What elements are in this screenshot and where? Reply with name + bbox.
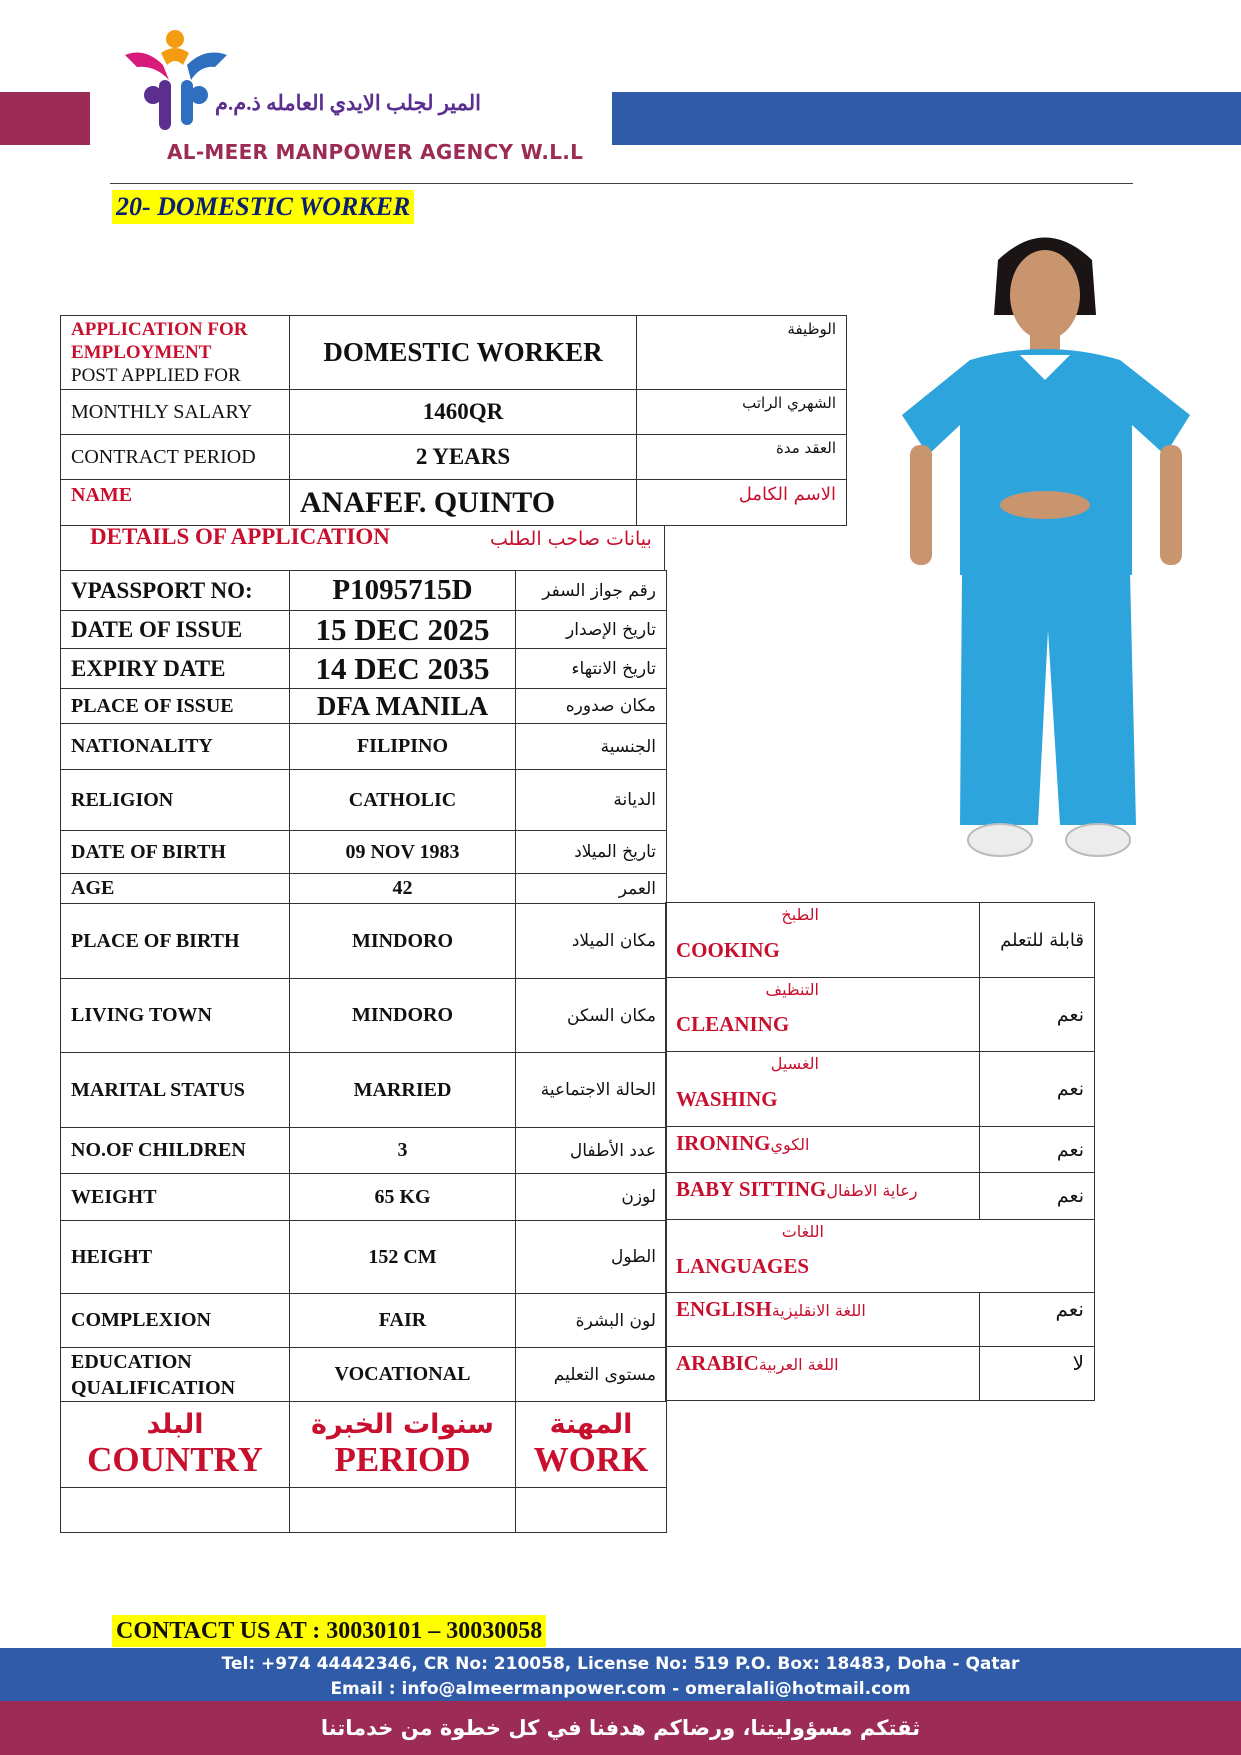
table-row (61, 689, 667, 724)
contract-label-ar: العقد مدة (637, 435, 847, 480)
detail-value: 42 (290, 874, 516, 904)
table-row (61, 390, 847, 435)
experience-work-en: WORK (533, 1440, 649, 1479)
detail-label: EXPIRY DATE (61, 649, 290, 689)
detail-value: 65 KG (290, 1174, 516, 1221)
table-row (61, 724, 667, 770)
skill-label: CLEANING (676, 1012, 790, 1036)
application-label: APPLICATION FOR EMPLOYMENT (71, 319, 248, 363)
language-answer: نعم (980, 1293, 1095, 1347)
post-value: DOMESTIC WORKER (290, 316, 637, 390)
language-label-ar: اللغة العربية (758, 1355, 839, 1374)
skill-cell (666, 1127, 980, 1173)
language-label-ar: اللغة الانقليزية (771, 1301, 866, 1320)
details-header-en: DETAILS OF APPLICATION (90, 524, 390, 549)
detail-label: DATE OF ISSUE (61, 611, 290, 649)
table-row (61, 316, 847, 390)
skill-cell (666, 903, 980, 978)
skill-cell (666, 978, 980, 1052)
name-label-ar: الاسم الكامل (637, 480, 847, 526)
skill-row (666, 1173, 1095, 1220)
skill-row (666, 1052, 1095, 1127)
detail-value: MINDORO (290, 904, 516, 979)
detail-label: PLACE OF ISSUE (61, 689, 290, 724)
table-row (61, 904, 667, 979)
experience-empty-row (61, 1488, 667, 1533)
detail-label-ar: مستوى التعليم (516, 1348, 667, 1402)
salary-label: MONTHLY SALARY (61, 390, 290, 435)
detail-value: FAIR (290, 1294, 516, 1348)
detail-label-ar: الجنسية (516, 724, 667, 770)
experience-country-cell (61, 1488, 290, 1533)
experience-country-en: COUNTRY (87, 1440, 263, 1479)
detail-label: LIVING TOWN (61, 979, 290, 1053)
name-value: ANAFEF. QUINTO (290, 480, 637, 526)
details-header-ar: بيانات صاحب الطلب (490, 528, 652, 550)
salary-label-ar: الشهري الراتب (637, 390, 847, 435)
table-row (61, 435, 847, 480)
detail-label: MARITAL STATUS (61, 1053, 290, 1128)
detail-label-ar: عدد الأطفال (516, 1128, 667, 1174)
experience-work-header (516, 1402, 667, 1488)
details-table (60, 570, 667, 1533)
detail-label-ar: تاريخ الانتهاء (516, 649, 667, 689)
skill-label: IRONING (676, 1131, 771, 1155)
skill-row (666, 1127, 1095, 1173)
detail-value: 3 (290, 1128, 516, 1174)
language-cell (666, 1347, 980, 1401)
skill-label-ar: التنظيف (765, 980, 819, 999)
header-left-bar (0, 92, 90, 145)
skill-answer: قابلة للتعلم (980, 903, 1095, 978)
detail-label: RELIGION (61, 770, 290, 831)
skill-answer: نعم (980, 1173, 1095, 1220)
detail-value: DFA MANILA (290, 689, 516, 724)
post-label-cell (61, 316, 290, 390)
experience-work-cell (516, 1488, 667, 1533)
footer-address-line: Tel: +974 44442346, CR No: 210058, License No: 519 P.O. Box: 18483, Doha - Qatar (221, 1654, 1020, 1674)
language-cell (666, 1293, 980, 1347)
language-row (666, 1293, 1095, 1347)
detail-label: DATE OF BIRTH (61, 831, 290, 874)
experience-country-ar: البلد (146, 1409, 204, 1440)
detail-value: 14 DEC 2035 (290, 649, 516, 689)
post-label-ar: الوظيفة (637, 316, 847, 390)
table-row (61, 874, 667, 904)
skill-answer: نعم (980, 1052, 1095, 1127)
skill-answer: نعم (980, 978, 1095, 1052)
skills-table (665, 902, 1095, 1401)
table-row (61, 1221, 667, 1294)
experience-period-cell (290, 1488, 516, 1533)
table-row (61, 1128, 667, 1174)
applicant-photo (870, 220, 1225, 900)
experience-header-row (61, 1402, 667, 1488)
skill-label-ar: الغسيل (770, 1054, 819, 1073)
document-title: 20- DOMESTIC WORKER (112, 190, 414, 224)
contract-label: CONTRACT PERIOD (61, 435, 290, 480)
table-row (61, 770, 667, 831)
languages-header-row (666, 1220, 1095, 1293)
detail-label: VPASSPORT NO: (61, 571, 290, 611)
detail-value: 09 NOV 1983 (290, 831, 516, 874)
table-row (61, 571, 667, 611)
languages-header-ar: اللغات (781, 1222, 824, 1241)
detail-label-ar: العمر (516, 874, 667, 904)
detail-value: P1095715D (290, 571, 516, 611)
detail-label-ar: تاريخ الإصدار (516, 611, 667, 649)
skill-label-ar: الطبخ (781, 905, 819, 924)
detail-value: 15 DEC 2025 (290, 611, 516, 649)
detail-value: VOCATIONAL (290, 1348, 516, 1402)
experience-country-header (61, 1402, 290, 1488)
language-row (666, 1347, 1095, 1401)
detail-label-ar: لوزن (516, 1174, 667, 1221)
detail-value: CATHOLIC (290, 770, 516, 831)
experience-period-en: PERIOD (334, 1440, 471, 1479)
detail-label-ar: الطول (516, 1221, 667, 1294)
detail-label: HEIGHT (61, 1221, 290, 1294)
table-row (61, 831, 667, 874)
skill-row (666, 903, 1095, 978)
table-row (61, 1174, 667, 1221)
table-row (61, 649, 667, 689)
detail-label: WEIGHT (61, 1174, 290, 1221)
detail-label-ar: تاريخ الميلاد (516, 831, 667, 874)
skill-label: BABY SITTING (676, 1177, 827, 1201)
salary-value: 1460QR (290, 390, 637, 435)
detail-label-ar: لون البشرة (516, 1294, 667, 1348)
detail-label: COMPLEXION (61, 1294, 290, 1348)
detail-value: 152 CM (290, 1221, 516, 1294)
skill-label-ar: الكوي (770, 1135, 810, 1154)
skill-cell (666, 1173, 980, 1220)
table-row (61, 611, 667, 649)
detail-value: FILIPINO (290, 724, 516, 770)
header-divider (110, 183, 1133, 184)
detail-label: AGE (61, 874, 290, 904)
detail-label-ar: الحالة الاجتماعية (516, 1053, 667, 1128)
footer-email-line: Email : info@almeermanpower.com - omeralali@hotmail.com (330, 1679, 911, 1699)
experience-period-ar: سنوات الخبرة (311, 1409, 494, 1440)
detail-label-ar: مكان السكن (516, 979, 667, 1053)
detail-label: EDUCATION QUALIFICATION (61, 1348, 290, 1402)
name-label: NAME (61, 480, 290, 526)
experience-period-header (290, 1402, 516, 1488)
detail-value: MARRIED (290, 1053, 516, 1128)
contact-numbers: CONTACT US AT : 30030101 – 30030058 (112, 1615, 546, 1647)
post-applied-label: POST APPLIED FOR (71, 365, 241, 386)
header-right-bar (612, 92, 1241, 145)
job-info-table (60, 315, 847, 526)
languages-header: LANGUAGES (676, 1253, 810, 1278)
detail-label: NATIONALITY (61, 724, 290, 770)
table-row (61, 1294, 667, 1348)
table-row (61, 1053, 667, 1128)
detail-label-ar: الديانة (516, 770, 667, 831)
detail-label-ar: مكان الميلاد (516, 904, 667, 979)
detail-label: NO.OF CHILDREN (61, 1128, 290, 1174)
footer-slogan: ثقتكم مسؤوليتنا، ورضاكم هدفنا في كل خطوة من خدماتنا (0, 1701, 1241, 1755)
languages-header-cell (666, 1220, 1095, 1293)
contract-value: 2 YEARS (290, 435, 637, 480)
detail-label-ar: رقم جواز السفر (516, 571, 667, 611)
experience-work-ar: المهنة (549, 1409, 633, 1440)
manpower-people-logo-icon (115, 25, 245, 135)
language-label: ENGLISH (676, 1297, 772, 1321)
company-name-arabic: المير لجلب الايدي العامله ذ.م.م (215, 91, 482, 115)
company-name-english: AL-MEER MANPOWER AGENCY W.L.L (167, 140, 584, 164)
language-label: ARABIC (676, 1351, 759, 1375)
skill-row (666, 978, 1095, 1052)
table-row (61, 1348, 667, 1402)
detail-label: PLACE OF BIRTH (61, 904, 290, 979)
language-answer: لا (980, 1347, 1095, 1401)
skill-label: COOKING (676, 937, 780, 962)
detail-label-ar: مكان صدوره (516, 689, 667, 724)
detail-value: MINDORO (290, 979, 516, 1053)
skill-answer: نعم (980, 1127, 1095, 1173)
skill-cell (666, 1052, 980, 1127)
table-row (61, 979, 667, 1053)
skill-label: WASHING (676, 1086, 778, 1111)
table-row (61, 480, 847, 526)
skill-label-ar: رعاية الاطفال (826, 1181, 918, 1200)
